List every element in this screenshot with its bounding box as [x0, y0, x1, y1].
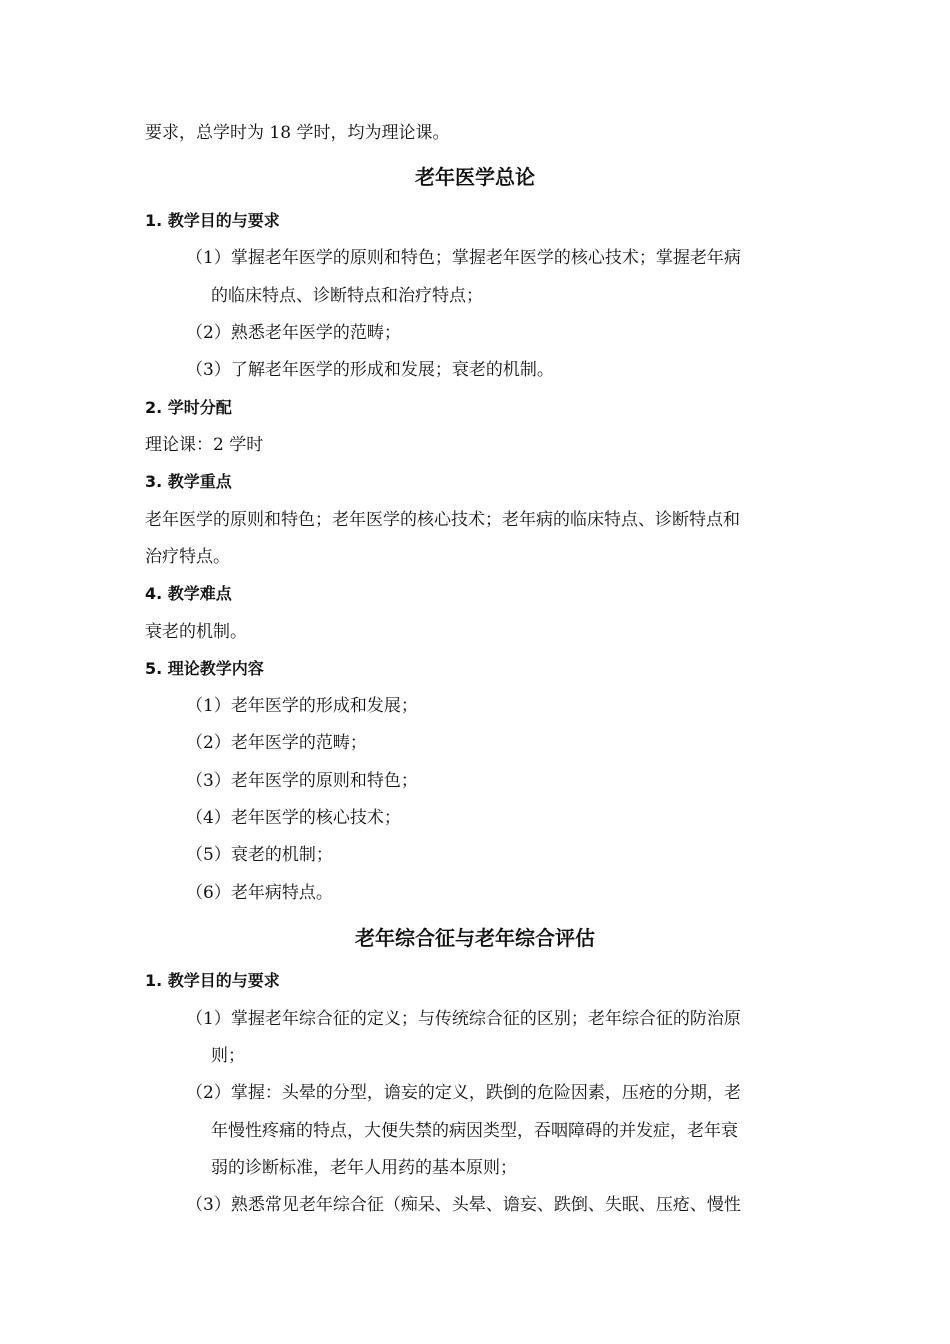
section2-req3-line1: （3）熟悉常见老年综合征（痴呆、头晕、谵妄、跌倒、失眠、压疮、慢性	[186, 1195, 741, 1215]
section1-req2: （2）熟悉老年医学的范畴；	[186, 323, 401, 343]
section1-difficulty: 衰老的机制。	[145, 622, 247, 642]
section1-focus-line2: 治疗特点。	[145, 547, 230, 567]
section2-req2-line3: 弱的诊断标准，老年人用药的基本原则；	[211, 1158, 517, 1178]
intro-line: 要求，总学时为 18 学时，均为理论课。	[145, 123, 450, 143]
section1-heading-difficulty: 4. 教学难点	[145, 584, 232, 603]
section2-req1-line2: 则；	[211, 1046, 245, 1066]
section1-content-item: （5）衰老的机制；	[186, 845, 333, 865]
section1-content-item: （1）老年医学的形成和发展；	[186, 696, 418, 716]
section1-content-item: （3）老年医学的原则和特色；	[186, 771, 418, 791]
section2-req2-line1: （2）掌握：头晕的分型，谵妄的定义，跌倒的危险因素，压疮的分期，老	[186, 1083, 741, 1103]
section1-heading-content: 5. 理论教学内容	[145, 659, 264, 678]
section1-hours: 理论课：2 学时	[145, 435, 264, 455]
section2-title: 老年综合征与老年综合评估	[355, 926, 595, 950]
section1-heading-focus: 3. 教学重点	[145, 472, 232, 491]
section1-heading-objectives: 1. 教学目的与要求	[145, 211, 280, 230]
section1-title: 老年医学总论	[415, 165, 535, 189]
section1-content-item: （6）老年病特点。	[186, 883, 333, 903]
section1-content-item: （2）老年医学的范畴；	[186, 733, 367, 753]
section1-focus-line1: 老年医学的原则和特色；老年医学的核心技术；老年病的临床特点、诊断特点和	[145, 510, 740, 530]
section2-req2-line2: 年慢性疼痛的特点，大便失禁的病因类型，吞咽障碍的并发症，老年衰	[211, 1121, 738, 1141]
section1-heading-hours: 2. 学时分配	[145, 398, 232, 417]
section2-heading-objectives: 1. 教学目的与要求	[145, 971, 280, 990]
section1-req3: （3）了解老年医学的形成和发展；衰老的机制。	[186, 360, 554, 380]
section1-req1-line1: （1）掌握老年医学的原则和特色；掌握老年医学的核心技术；掌握老年病	[186, 248, 741, 268]
section2-req1-line1: （1）掌握老年综合征的定义；与传统综合征的区别；老年综合征的防治原	[186, 1009, 741, 1029]
section1-content-item: （4）老年医学的核心技术；	[186, 808, 401, 828]
section1-req1-line2: 的临床特点、诊断特点和治疗特点；	[211, 286, 483, 306]
